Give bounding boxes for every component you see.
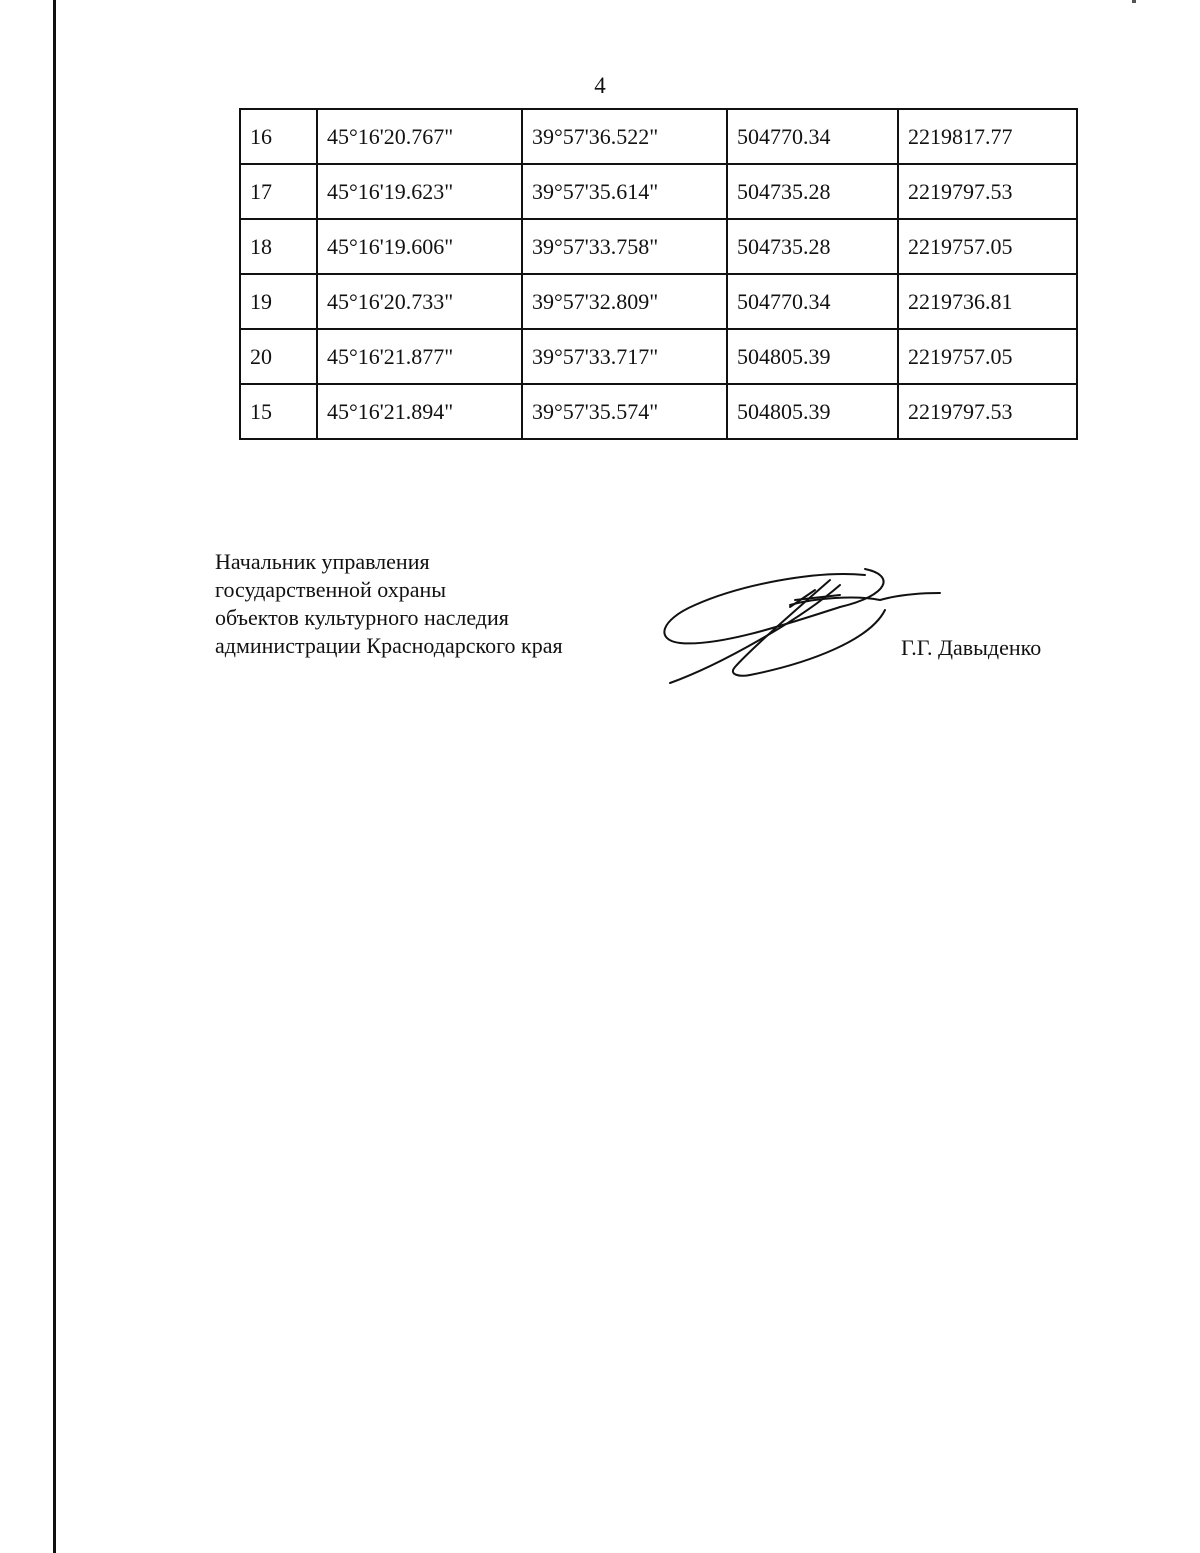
longitude-cell: 39°57'35.614" (522, 164, 727, 219)
latitude-cell: 45°16'19.606" (317, 219, 522, 274)
position-line: администрации Краснодарского края (215, 633, 563, 658)
latitude-cell: 45°16'21.877" (317, 329, 522, 384)
point-number-cell: 17 (240, 164, 317, 219)
table-row (240, 274, 1077, 329)
scan-edge-line (53, 0, 56, 1553)
point-number-cell: 18 (240, 219, 317, 274)
longitude-cell: 39°57'35.574" (522, 384, 727, 439)
table-row (240, 384, 1077, 439)
point-number-cell: 19 (240, 274, 317, 329)
x-coordinate-cell: 504805.39 (727, 384, 898, 439)
y-coordinate-cell: 2219757.05 (898, 219, 1077, 274)
latitude-cell: 45°16'20.767" (317, 109, 522, 164)
y-coordinate-cell: 2219797.53 (898, 164, 1077, 219)
longitude-cell: 39°57'36.522" (522, 109, 727, 164)
signer-name: Г.Г. Давыденко (901, 635, 1042, 660)
longitude-cell: 39°57'33.717" (522, 329, 727, 384)
signatory-position (215, 548, 563, 660)
table-row (240, 219, 1077, 274)
x-coordinate-cell: 504735.28 (727, 164, 898, 219)
x-coordinate-cell: 504805.39 (727, 329, 898, 384)
latitude-cell: 45°16'20.733" (317, 274, 522, 329)
page-number: 4 (594, 73, 606, 98)
table-row (240, 164, 1077, 219)
handwritten-signature (640, 555, 950, 695)
x-coordinate-cell: 504770.34 (727, 274, 898, 329)
position-line: государственной охраны (215, 577, 447, 602)
point-number-cell: 20 (240, 329, 317, 384)
table-row (240, 329, 1077, 384)
table-row (240, 109, 1077, 164)
position-line: объектов культурного наследия (215, 605, 509, 630)
point-number-cell: 16 (240, 109, 317, 164)
longitude-cell: 39°57'32.809" (522, 274, 727, 329)
y-coordinate-cell: 2219817.77 (898, 109, 1077, 164)
position-line: Начальник управления (215, 549, 430, 574)
y-coordinate-cell: 2219736.81 (898, 274, 1077, 329)
x-coordinate-cell: 504735.28 (727, 219, 898, 274)
scan-corner-mark (1132, 0, 1136, 3)
coordinates-table (239, 108, 1078, 440)
latitude-cell: 45°16'19.623" (317, 164, 522, 219)
longitude-cell: 39°57'33.758" (522, 219, 727, 274)
y-coordinate-cell: 2219797.53 (898, 384, 1077, 439)
latitude-cell: 45°16'21.894" (317, 384, 522, 439)
point-number-cell: 15 (240, 384, 317, 439)
y-coordinate-cell: 2219757.05 (898, 329, 1077, 384)
x-coordinate-cell: 504770.34 (727, 109, 898, 164)
